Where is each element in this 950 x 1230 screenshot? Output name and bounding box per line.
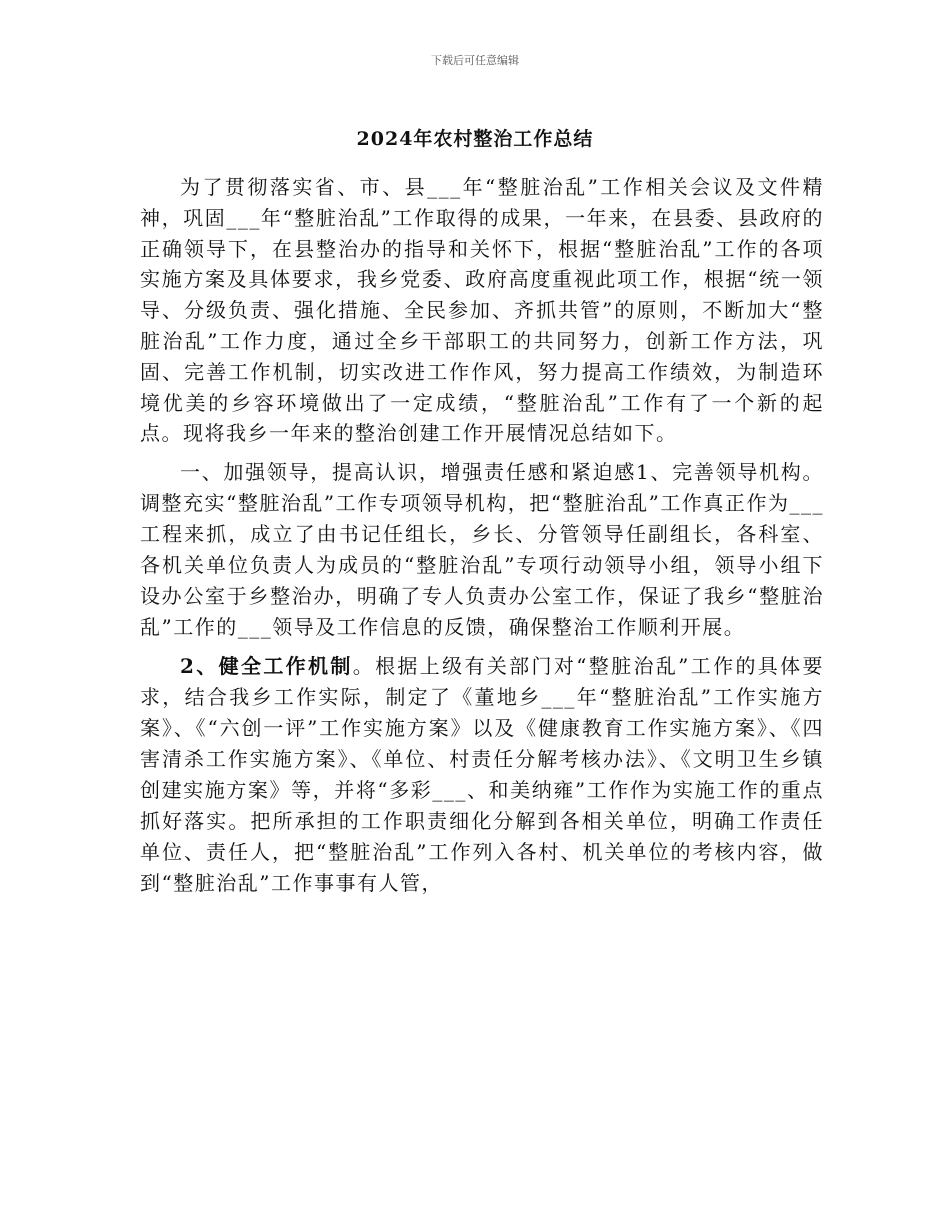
paragraph-mechanism-heading: 2、健全工作机制	[180, 654, 353, 679]
page-header-note: 下载后可任意编辑	[431, 54, 519, 67]
document-title: 2024年农村整治工作总结	[356, 128, 594, 150]
paragraph-intro: 为了贯彻落实省、市、县___年“整脏治乱”工作相关会议及文件精神，巩固___年“整脏治乱”工作取得的成果，一年来，在县委、县政府的正确领导下，在县整治办的指导和关怀下，根据“整脏治乱”工作的各项实施方案及具体要求，我乡党委、政府高度重视此项工作，根据“统一领导、分级负责、强化措施、全民参加、齐抓共管”的原则，不断加大“整脏治乱”工作力度，通过全乡干部职工的共同努力，创新工作方法，巩固、完善工作机制，切实改进工作作风，努力提高工作绩效，为制造环境优美的乡容环境做出了一定成绩，“整脏治乱”工作有了一个新的起点。现将我乡一年来的整治创建工作开展情况总结如下。	[140, 175, 824, 446]
paragraph-leadership: 一、加强领导，提高认识，增强责任感和紧迫感1、完善领导机构。调整充实“整脏治乱”工作专项领导机构，把“整脏治乱”工作真正作为___工程来抓，成立了由书记任组长，乡长、分管领导任副组长，各科室、各机关单位负责人为成员的“整脏治乱”专项行动领导小组，领导小组下设办公室于乡整治办，明确了专人负责办公室工作，保证了我乡“整脏治乱”工作的___领导及工作信息的反馈，确保整治工作顺利开展。	[140, 460, 824, 640]
paragraph-mechanism-text: 。根据上级有关部门对“整脏治乱”工作的具体要求，结合我乡工作实际，制定了《董地乡___年“整脏治乱”工作实施方案》、《“六创一评”工作实施方案》以及《健康教育工作实施方案》、《四害清杀工作实施方案》、《单位、村责任分解考核办法》、《文明卫生乡镇创建实施方案》等，并将“多彩___、和美纳雍”工作作为实施工作的重点抓好落实。把所承担的工作职责细化分解到各相关单位，明确工作责任单位、责任人，把“整脏治乱”工作列入各村、机关单位的考核内容，做到“整脏治乱”工作事事有人管，	[140, 654, 824, 896]
paragraph-mechanism	[140, 651, 824, 899]
document-body	[140, 172, 824, 899]
